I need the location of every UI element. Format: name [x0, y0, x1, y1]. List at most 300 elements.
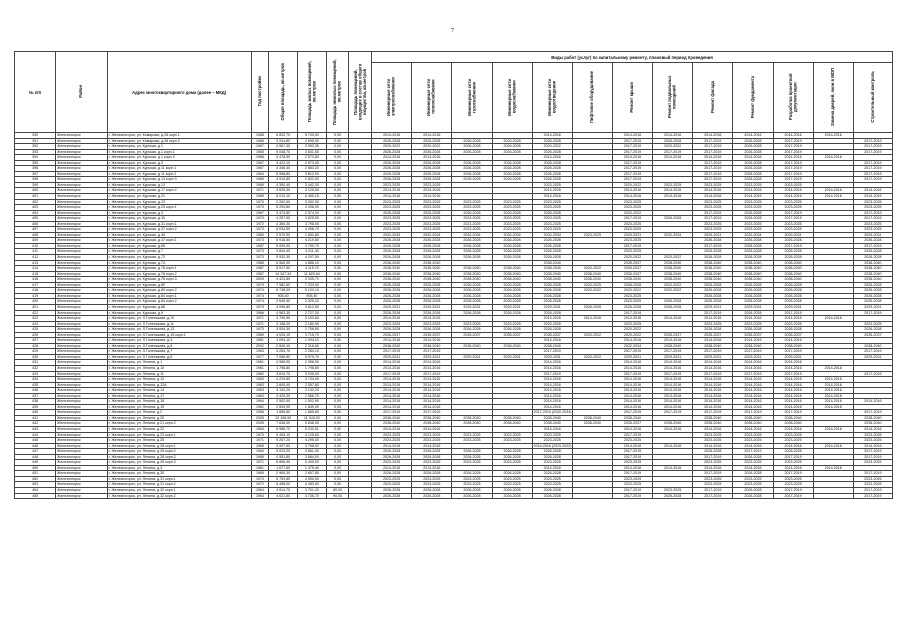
row-work-period: 2026-2028: [492, 149, 532, 155]
row-number: 394: [15, 155, 56, 161]
row-work-period: 2038-2040: [452, 421, 492, 427]
row-work-period: 2014-2016: [693, 399, 733, 405]
row-year: 1967: [251, 144, 268, 150]
row-work-period: 2014-2016: [372, 393, 412, 399]
row-district: Железногорск: [56, 138, 107, 144]
row-work-period: 2014-2016: [372, 188, 412, 194]
row-work-period: 2014-2016: [412, 465, 452, 471]
row-total-area: 1 689,60: [269, 410, 298, 416]
row-work-period: 2014-2016: [853, 194, 892, 200]
row-work-period: 2014-2016: [813, 365, 853, 371]
row-total-area: 5 009,90: [269, 243, 298, 249]
row-work-period: 2029-2031: [853, 232, 892, 238]
row-work-period: 2017-2019: [693, 493, 733, 499]
row-work-period: 2023-2025: [612, 438, 652, 444]
row-work-period: 2017-2019: [693, 160, 733, 166]
row-work-period: 2014-2016: [813, 194, 853, 200]
row-nonliving-area: 90,00: [326, 493, 349, 499]
row-living-area: 3 831,60: [298, 149, 327, 155]
row-work-period: 2026-2028: [733, 310, 773, 316]
row-total-area: 5 293,80: [269, 205, 298, 211]
row-work-period: 2023-2025: [412, 221, 452, 227]
row-work-period: 2023-2025: [372, 476, 412, 482]
row-work-period: 2026-2028: [653, 299, 693, 305]
row-work-period: 2023-2025: [372, 432, 412, 438]
row-work-period: 2026-2028: [532, 171, 572, 177]
row-nonliving-area: 0,00: [326, 449, 349, 455]
row-district: Железногорск: [56, 255, 107, 261]
row-living-area: 2 832,90: [298, 177, 327, 183]
row-living-area: 2 583,20: [298, 166, 327, 172]
row-work-period: 2014-2016: [813, 377, 853, 383]
row-work-period: [572, 493, 612, 499]
row-work-period: 2023-2025: [452, 438, 492, 444]
row-work-period: 2017-2019: [372, 349, 412, 355]
row-number: 415: [15, 271, 56, 277]
row-work-period: 2026-2028: [372, 171, 412, 177]
row-year: 1965: [251, 471, 268, 477]
row-total-area: 3 429,30: [269, 393, 298, 399]
row-work-period: 2026-2028: [733, 243, 773, 249]
row-year: 1973: [251, 238, 268, 244]
row-work-period: 2026-2028: [532, 293, 572, 299]
row-work-period: 2038-2040: [372, 421, 412, 427]
row-year: 1961: [251, 338, 268, 344]
row-work-period: 2038-2040: [412, 260, 452, 266]
row-year: 1967: [251, 160, 268, 166]
row-work-period: 2023-2025: [773, 221, 813, 227]
row-work-period: 2014-2016: [372, 360, 412, 366]
row-work-period: 2026-2028: [372, 243, 412, 249]
row-number: 401: [15, 194, 56, 200]
row-work-period: 2038-2040: [693, 343, 733, 349]
row-number: 453: [15, 482, 56, 488]
row-work-period: 2014-2016: [372, 443, 412, 449]
row-work-period: 2023-2025: [532, 199, 572, 205]
row-work-period: 2029-2031: [452, 304, 492, 310]
row-work-period: 2023-2025: [773, 476, 813, 482]
row-living-area: 4 295,00: [298, 438, 327, 444]
row-work-period: 2038-2040: [452, 277, 492, 283]
row-work-period: 2014-2016: [412, 393, 452, 399]
row-year: 1964: [251, 493, 268, 499]
row-district: Железногорск: [56, 271, 107, 277]
row-district: Железногорск: [56, 382, 107, 388]
row-work-period: 2032-2034: [532, 232, 572, 238]
row-work-period: 2014-2016: [773, 443, 813, 449]
row-work-period: 2038-2040: [733, 266, 773, 272]
row-nonliving-area: 0,00: [326, 371, 349, 377]
row-work-period: 2014-2016: [372, 194, 412, 200]
row-address: г. Железногорск, ул. Ленина, д.22: [107, 426, 251, 432]
row-year: 1967: [251, 210, 268, 216]
row-work-period: 2026-2028: [372, 166, 412, 172]
row-work-period: 2014-2016: [853, 443, 892, 449]
row-work-period: 2017-2019: [773, 149, 813, 155]
row-work-period: 2032-2034: [612, 343, 652, 349]
row-work-period: 2014-2016: [612, 360, 652, 366]
row-nonliving-area: 0,00: [326, 155, 349, 161]
row-work-period: 2029-2031: [773, 304, 813, 310]
row-work-period: 2014-2016: [653, 393, 693, 399]
row-work-period: 2014-2016: [773, 388, 813, 394]
row-district: Железногорск: [56, 393, 107, 399]
row-work-period: 2032-2034: [372, 232, 412, 238]
row-living-area: 3 768,52: [298, 443, 327, 449]
row-address: г. Железногорск, ул. Ленина, д.23 корп.1: [107, 432, 251, 438]
row-work-period: 2023-2025: [612, 476, 652, 482]
row-work-period: 2017-2019: [773, 371, 813, 377]
row-address: г. Железногорск, ул. Курская, д.13: [107, 182, 251, 188]
row-number: 441: [15, 415, 56, 421]
row-living-area: 3 701,20: [298, 488, 327, 494]
row-work-period: 2029-2031: [412, 304, 452, 310]
row-work-period: 2029-2031: [693, 354, 733, 360]
row-work-period: 2038-2040: [853, 260, 892, 266]
row-work-period: 2020-2022: [412, 144, 452, 150]
row-work-period: 2014-2016: [733, 426, 773, 432]
row-nonliving-area: 0,00: [326, 216, 349, 222]
row-district: Железногорск: [56, 133, 107, 139]
row-work-period: 2014-2016: [412, 194, 452, 200]
row-work-period: 2014-2016: [653, 377, 693, 383]
row-work-period: 2026-2028: [452, 299, 492, 305]
row-total-area: 4 257,50: [269, 216, 298, 222]
row-district: Железногорск: [56, 227, 107, 233]
row-work-period: 2023-2025: [773, 321, 813, 327]
row-district: Железногорск: [56, 299, 107, 305]
row-district: Железногорск: [56, 194, 107, 200]
row-district: Железногорск: [56, 410, 107, 416]
row-total-area: 8 012,10: [269, 194, 298, 200]
row-work-period: 2023-2025: [452, 227, 492, 233]
row-work-period: 2014-2016: [773, 316, 813, 322]
row-district: Железногорск: [56, 293, 107, 299]
row-nonliving-area: 0,00: [326, 282, 349, 288]
row-work-period: 2014-2016: [612, 393, 652, 399]
row-work-period: 2017-2019: [773, 216, 813, 222]
row-district: Железногорск: [56, 221, 107, 227]
row-work-period: 2023-2025: [532, 476, 572, 482]
row-living-area: 7 233,90: [298, 282, 327, 288]
row-work-period: 2023-2025: [693, 199, 733, 205]
row-work-period: 2017-2019: [733, 449, 773, 455]
row-work-period: 2017-2019: [693, 144, 733, 150]
row-work-period: 2014-2016: [532, 155, 572, 161]
row-nonliving-area: 0,00: [326, 199, 349, 205]
row-work-period: 2014-2016: [653, 338, 693, 344]
row-district: Железногорск: [56, 316, 107, 322]
row-work-period: 2026-2028: [532, 238, 572, 244]
row-work-period: 2017-2019: [372, 410, 412, 416]
row-work-period: 2026-2028: [372, 138, 412, 144]
row-work-period: 2023-2025: [733, 182, 773, 188]
row-work-period: 2026-2028: [733, 144, 773, 150]
row-work-period: 2023-2025: [412, 438, 452, 444]
row-living-area: 5 700,00: [298, 133, 327, 139]
row-work-period: 2014-2016: [693, 338, 733, 344]
row-work-period: 2026-2028: [372, 288, 412, 294]
row-work-period: 2014-2016: [733, 382, 773, 388]
row-year: 1974: [251, 288, 268, 294]
row-work-period: 2014-2016: [653, 388, 693, 394]
row-work-period: 2026-2028: [372, 160, 412, 166]
row-work-period: 2023-2025: [492, 321, 532, 327]
row-work-period: 2026-2028: [733, 471, 773, 477]
row-work-period: 2035-2037: [612, 271, 652, 277]
row-work-period: 2014-2016: [653, 399, 693, 405]
row-work-period: 2038-2040: [492, 277, 532, 283]
row-work-period: 2017-2019: [653, 371, 693, 377]
row-work-period: 2014-2016: [372, 382, 412, 388]
row-work-period: 2026-2028: [372, 327, 412, 333]
row-total-area: 2 645,40: [269, 299, 298, 305]
row-work-period: 2017-2019: [773, 454, 813, 460]
row-nonliving-area: 0,00: [326, 377, 349, 383]
row-work-period: 2038-2040: [733, 415, 773, 421]
row-living-area: 3 125,50: [298, 188, 327, 194]
row-work-period: 2017-2019: [773, 410, 813, 416]
row-living-area: 1 689,60: [298, 410, 327, 416]
row-work-period: 2014-2016 (2020-2022): [533, 443, 572, 448]
row-work-period: 2014-2016: [733, 404, 773, 410]
row-work-period: 2023-2025: [372, 182, 412, 188]
row-work-period: 2038-2040: [773, 271, 813, 277]
row-work-period: 2020-2022: [612, 332, 652, 338]
row-work-period: 2014-2016: [773, 194, 813, 200]
row-number: 436: [15, 388, 56, 394]
row-work-period: 2029-2031: [733, 354, 773, 360]
row-work-period: 2017-2019: [693, 138, 733, 144]
row-work-period: 2032-2034: [653, 232, 693, 238]
row-work-period: 2014-2016: [412, 443, 452, 449]
row-work-period: 2038-2040: [693, 260, 733, 266]
row-living-area: 3 335,70: [298, 277, 327, 283]
row-work-period: 2017-2019: [612, 310, 652, 316]
row-work-period: 2026-2028: [532, 166, 572, 172]
row-total-area: 2 502,90: [269, 399, 298, 405]
row-total-area: 4 423,80: [269, 277, 298, 283]
row-nonliving-area: 0,00: [326, 443, 349, 449]
row-total-area: 3 473,80: [269, 210, 298, 216]
row-work-period: 2020-2022: [612, 288, 652, 294]
row-work-period: 2014-2016: [532, 377, 572, 383]
row-work-period: 2014-2016: [532, 404, 572, 410]
row-work-period: 2023-2025: [693, 182, 733, 188]
row-work-period: 2017-2019: [612, 349, 652, 355]
row-work-period: 2017-2019: [853, 210, 892, 216]
row-total-area: 6 565,30: [269, 260, 298, 266]
row-address: г. Железногорск, ул. Курская, д.74: [107, 260, 251, 266]
row-work-period: 2023-2025: [452, 199, 492, 205]
row-year: 1979: [251, 282, 268, 288]
row-total-area: 5 918,50: [269, 238, 298, 244]
row-work-period: 2035-2037: [612, 421, 652, 427]
row-year: 1987: [251, 271, 268, 277]
row-work-period: 2038-2040: [532, 343, 572, 349]
row-address: г. Железногорск, ул. Курская, д.76 корп.3: [107, 277, 251, 283]
row-nonliving-area: 0,00: [326, 288, 349, 294]
row-year: 1971: [251, 188, 268, 194]
row-nonliving-area: 0,00: [326, 310, 349, 316]
row-work-period: 2023-2025: [532, 432, 572, 438]
row-total-area: 5 932,30: [269, 255, 298, 261]
row-work-period: 2023-2025: [733, 205, 773, 211]
row-district: Железногорск: [56, 199, 107, 205]
row-number: 418: [15, 288, 56, 294]
row-work-period: 2026-2028: [733, 210, 773, 216]
row-work-period: 2026-2028: [532, 249, 572, 255]
row-work-period: 2017-2019: [372, 371, 412, 377]
row-number: 420: [15, 299, 56, 305]
row-work-period: 2026-2028: [532, 210, 572, 216]
row-work-period: 2029-2031: [612, 354, 652, 360]
row-work-period: 2032-2034: [492, 232, 532, 238]
row-work-period: 2026-2028: [372, 471, 412, 477]
row-work-period: 2026-2028: [853, 288, 892, 294]
row-work-period: 2023-2025: [412, 199, 452, 205]
header-work-design: Разработка проектной документации: [773, 63, 813, 133]
row-district: Железногорск: [56, 404, 107, 410]
row-work-period: 2026-2028: [853, 249, 892, 255]
row-living-area: 2 180,90: [298, 321, 327, 327]
row-work-period: 2023-2025: [733, 321, 773, 327]
row-work-period: 2014-2016: [853, 399, 892, 405]
row-work-period: 2023-2025: [612, 293, 652, 299]
row-work-period: 2023-2025: [773, 205, 813, 211]
row-living-area: 3 125,60: [298, 432, 327, 438]
row-work-period: 2014-2016: [572, 316, 612, 322]
row-work-period: 2038-2040: [492, 343, 532, 349]
row-work-period: 2026-2028: [773, 327, 813, 333]
row-district: Железногорск: [56, 321, 107, 327]
row-address: г. Железногорск, ул. Л.Голенькова, д.13: [107, 327, 251, 333]
row-nonliving-area: 0,00: [326, 321, 349, 327]
row-work-period: 2026-2028: [452, 149, 492, 155]
row-work-period: 2023-2025: [412, 227, 452, 233]
row-living-area: 2 708,50: [298, 327, 327, 333]
row-address: г. Железногорск, ул. Л.Голенькова, д.15 корп.1: [107, 332, 251, 338]
row-work-period: 2023-2025: [532, 182, 572, 188]
row-address: г. Железногорск, ул. Курская, д.45: [107, 232, 251, 238]
row-work-period: 2023-2025: [693, 432, 733, 438]
row-number: 440: [15, 410, 56, 416]
row-work-period: 2023-2025: [452, 482, 492, 488]
row-work-period: 2026-2028: [492, 255, 532, 261]
row-year: 1980: [251, 232, 268, 238]
row-nonliving-area: 0,00: [326, 166, 349, 172]
row-work-period: 2014-2016: [372, 316, 412, 322]
row-living-area: 2 557,80: [298, 382, 327, 388]
row-work-period: 2023-2025: [412, 476, 452, 482]
row-work-period: 2014-2016: [372, 365, 412, 371]
row-work-period: 2026-2028: [733, 238, 773, 244]
row-address: г. Железногорск, ул. Курская, д.72: [107, 255, 251, 261]
row-work-period: 2029-2031: [733, 304, 773, 310]
row-work-period: 2026-2028: [532, 471, 572, 477]
row-work-period: 2020-2022: [653, 144, 693, 150]
row-work-period: 2038-2040: [612, 415, 652, 421]
capital-repair-table: [14, 51, 893, 499]
header-district: Район: [56, 52, 107, 133]
row-work-period: 2023-2025: [853, 476, 892, 482]
row-work-period: 2029-2031: [372, 354, 412, 360]
row-work-period: 2014-2016: [773, 133, 813, 139]
row-total-area: 6 832,70: [269, 133, 298, 139]
row-work-period: 2026-2028: [452, 293, 492, 299]
row-work-period: 2029-2031: [492, 304, 532, 310]
row-total-area: 905,40: [269, 293, 298, 299]
row-work-period: 2026-2028: [372, 282, 412, 288]
row-address: г. Железногорск, ул. Ленина, д.32 корп.2: [107, 493, 251, 499]
row-year: 1965: [251, 443, 268, 449]
row-district: Железногорск: [56, 438, 107, 444]
row-nonliving-area: 0,00: [326, 177, 349, 183]
row-nonliving-area: 0,00: [326, 432, 349, 438]
row-work-period: 2023-2025: [733, 460, 773, 466]
row-number: 402: [15, 199, 56, 205]
row-work-period: 2026-2028: [372, 177, 412, 183]
row-work-period: 2023-2025: [492, 216, 532, 222]
row-work-period: 2014-2016: [532, 338, 572, 344]
row-work-period: 2020-2022: [532, 144, 572, 150]
row-work-period: 2023-2025: [853, 432, 892, 438]
row-district: Железногорск: [56, 288, 107, 294]
row-total-area: 1 094,10: [269, 338, 298, 344]
row-work-period: 2026-2028: [532, 288, 572, 294]
row-work-period: 2023-2025: [452, 321, 492, 327]
row-total-area: 5 267,20: [269, 438, 298, 444]
row-work-period: 2017-2019: [773, 349, 813, 355]
row-total-area: 2 956,90: [269, 360, 298, 366]
row-work-period: 2014-2016: [372, 404, 412, 410]
row-number: 435: [15, 382, 56, 388]
row-work-period: 2014-2016: [693, 365, 733, 371]
row-work-period: 2026-2028: [412, 171, 452, 177]
row-address: г. Железногорск, ул. Л.Голенькова, д.10: [107, 316, 251, 322]
row-work-period: 2014-2016: [532, 194, 572, 200]
row-number: 438: [15, 399, 56, 405]
row-number: 407: [15, 227, 56, 233]
row-work-period: 2017-2019: [773, 471, 813, 477]
row-work-period: 2026-2028: [452, 243, 492, 249]
row-work-period: 2026-2028: [572, 304, 612, 310]
row-district: Железногорск: [56, 182, 107, 188]
row-address: г. Железногорск, ул. Курская, д.21: [107, 194, 251, 200]
row-work-period: 2026-2028: [773, 255, 813, 261]
row-year: 1987: [251, 266, 268, 272]
row-work-period: 2026-2028: [372, 210, 412, 216]
row-year: 1974: [251, 293, 268, 299]
row-work-period: 2038-2040: [412, 266, 452, 272]
row-district: Железногорск: [56, 216, 107, 222]
row-address: г. Железногорск, ул. Ленина, д.31 корп.1: [107, 476, 251, 482]
row-number: 411: [15, 249, 56, 255]
row-work-period: 2026-2028: [492, 171, 532, 177]
row-nonliving-area: 0,00: [326, 343, 349, 349]
row-work-period: 2014-2016: [372, 426, 412, 432]
row-work-period: 2023-2025: [733, 432, 773, 438]
row-work-period: 2038-2040: [653, 260, 693, 266]
row-work-period: 2014-2016: [733, 316, 773, 322]
row-district: Железногорск: [56, 460, 107, 466]
row-work-period: 2014-2016: [773, 360, 813, 366]
row-work-period: 2014-2016: [773, 188, 813, 194]
row-work-period: 2026-2028: [412, 327, 452, 333]
row-work-period: 2026-2028: [693, 255, 733, 261]
row-work-period: 2023-2025: [452, 476, 492, 482]
row-nonliving-area: 0,00: [326, 349, 349, 355]
